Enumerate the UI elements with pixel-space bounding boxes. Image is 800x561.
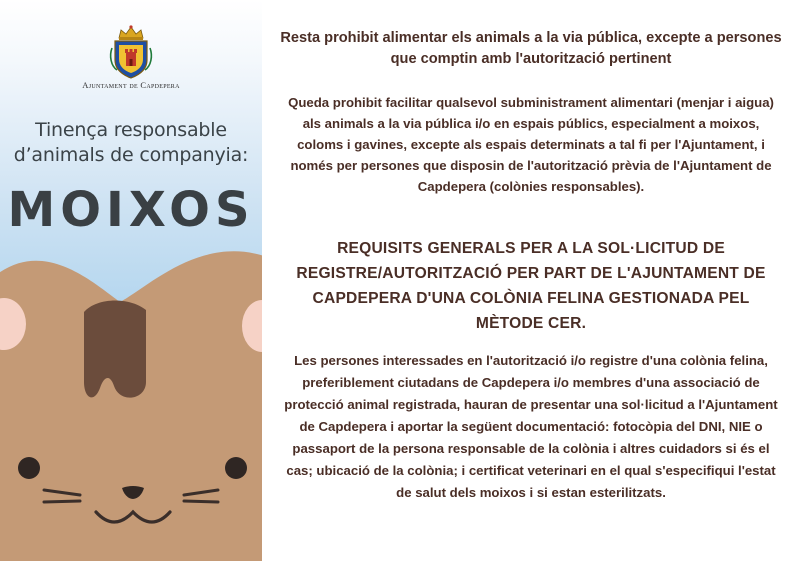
poster-illustration-panel	[0, 0, 262, 561]
requirements-body: Les persones interessades en l'autorització i/o registre d'una colònia felina, preferiblement ciutadans de Capdepera i/o membres d'una associació de protecció animal registrada, hauran de presentar una sol·licitud a l'Ajuntament de Capdepera i aportar la següent documentació: fotocòpia del DNI, NIE o passaport de la persona responsable de la colònia i altres cuidadors si és el cas; ubicació de la colònia; i certificat veterinari en el qual s'especifiqui l'estat de salut dels moixos i si estan esterilitzats.	[284, 353, 778, 500]
coat-of-arms-icon	[108, 24, 154, 80]
feeding-prohibition-heading: Resta prohibit alimentar els animals a la via pública, excepte a persones que comptin amb l'autorització pertinent	[280, 30, 782, 67]
feeding-prohibition-body: Queda prohibit facilitar qualsevol subministrament alimentari (menjar i aigua) als animals a la via pública i/o en espais públics, especialment a moixos, coloms i gavines, excepte als espais determinats a tal fi per l'Ajuntament, i només per persones que disposin de l'autorització prèvia de l'Ajuntament de Capdepera (colònies responsables).	[288, 95, 774, 194]
campaign-title: MOIXOS	[7, 182, 255, 238]
campaign-subtitle-line-1: Tinença responsable	[35, 119, 227, 141]
notice-text-panel	[262, 0, 800, 561]
campaign-subtitle-line-2: d’animals de companyia:	[13, 144, 249, 166]
campaign-subtitle	[0, 118, 262, 168]
requirements-heading: REQUISITS GENERALS PER A LA SOL·LICITUD DE REGISTRE/AUTORITZACIÓ PER PART DE L'AJUNTAMENT DE CAPDEPERA D'UNA COLÒNIA FELINA GESTIONADA PEL MÈTODE CER.	[296, 240, 766, 332]
council-name: Ajuntament de Capdepera	[82, 80, 180, 90]
cat-face-icon	[0, 240, 262, 561]
cat-forehead-stripe	[84, 300, 146, 397]
cat-right-eye-icon	[225, 457, 247, 479]
cat-left-eye-icon	[18, 457, 40, 479]
